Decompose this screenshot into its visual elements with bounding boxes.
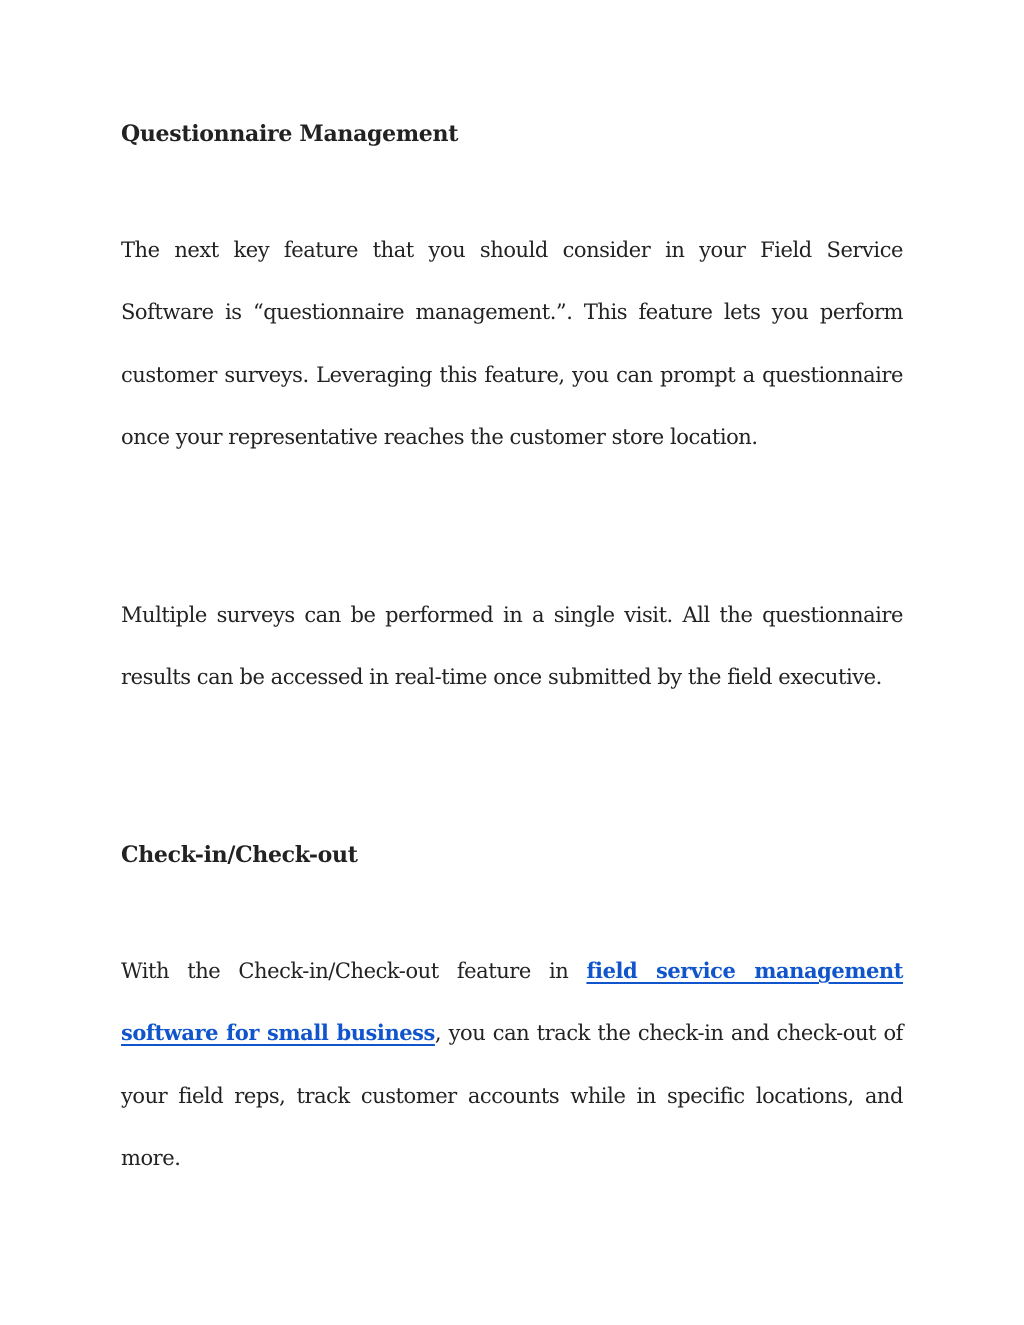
paragraph-text-after-link: , you can track the check-in and check-out of your field reps, track customer accounts while in specific locations, and more. [121,1021,903,1170]
paragraph-check-in-feature [121,940,903,1189]
paragraph-multiple-surveys: Multiple surveys can be performed in a single visit. All the questionnaire results can be accessed in real-time once submitted by the field executive. [121,603,903,690]
section-heading-check-in-check-out: Check-in/Check-out [121,842,358,868]
paragraph-questionnaire-intro: The next key feature that you should consider in your Field Service Software is “questionnaire management.”. This feature lets you perform customer surveys. Leveraging this feature, you can prompt a questionnaire once your representative reaches the customer store location. [121,238,903,449]
paragraph-text-before-link: With the Check-in/Check-out feature in [121,959,587,983]
section-heading-questionnaire-management: Questionnaire Management [121,121,459,147]
field-service-software-link[interactable]: field service management software for small business [121,958,903,1046]
